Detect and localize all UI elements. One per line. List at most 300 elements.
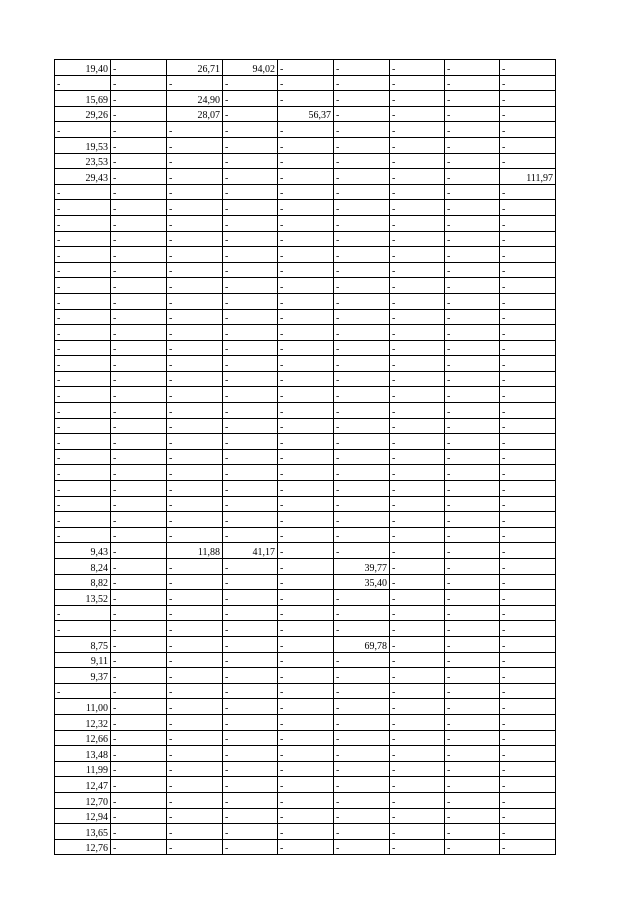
table-cell: 12,32 <box>55 714 111 730</box>
table-cell: - <box>223 293 278 309</box>
table-cell: - <box>278 91 334 107</box>
table-cell: - <box>500 730 556 746</box>
table-cell: - <box>334 730 390 746</box>
table-cell: - <box>500 527 556 543</box>
table-cell: - <box>111 652 167 668</box>
table-cell: - <box>223 792 278 808</box>
table-cell: - <box>500 215 556 231</box>
table-cell: - <box>278 418 334 434</box>
table-cell: - <box>445 668 500 684</box>
table-cell: - <box>500 792 556 808</box>
table-cell: - <box>278 434 334 450</box>
table-cell: - <box>445 153 500 169</box>
table-cell: 13,65 <box>55 824 111 840</box>
table-cell: - <box>278 200 334 216</box>
table-row <box>55 699 556 715</box>
table-cell: - <box>278 293 334 309</box>
table-cell: - <box>334 590 390 606</box>
table-cell: - <box>223 527 278 543</box>
table-cell: - <box>111 668 167 684</box>
table-cell: - <box>500 434 556 450</box>
table-cell: - <box>334 340 390 356</box>
table-cell: - <box>167 496 223 512</box>
table-cell: - <box>390 169 445 185</box>
table-cell: - <box>278 824 334 840</box>
table-cell: - <box>390 808 445 824</box>
table-cell: - <box>111 730 167 746</box>
table-cell: - <box>500 137 556 153</box>
table-row <box>55 184 556 200</box>
table-cell: - <box>278 808 334 824</box>
table-cell: - <box>334 527 390 543</box>
table-cell: - <box>55 605 111 621</box>
table-cell: - <box>445 605 500 621</box>
table-cell: - <box>111 605 167 621</box>
table-row <box>55 325 556 341</box>
table-cell: - <box>167 247 223 263</box>
table-cell: - <box>223 496 278 512</box>
table-cell: - <box>390 200 445 216</box>
table-cell: - <box>445 496 500 512</box>
table-cell: - <box>445 543 500 559</box>
table-cell: - <box>500 714 556 730</box>
table-row <box>55 714 556 730</box>
table-cell: - <box>390 839 445 855</box>
table-cell: - <box>167 262 223 278</box>
table-cell: - <box>334 293 390 309</box>
table-cell: - <box>390 293 445 309</box>
table-cell: - <box>111 325 167 341</box>
data-table <box>54 59 556 855</box>
table-cell: - <box>223 340 278 356</box>
table-cell: - <box>167 761 223 777</box>
table-cell: - <box>334 496 390 512</box>
table-cell: - <box>167 403 223 419</box>
table-cell: - <box>278 574 334 590</box>
table-cell: - <box>278 169 334 185</box>
table-cell: - <box>167 699 223 715</box>
table-cell: - <box>55 293 111 309</box>
table-cell: - <box>223 730 278 746</box>
table-body <box>55 60 556 855</box>
table-cell: - <box>334 668 390 684</box>
table-cell: 35,40 <box>334 574 390 590</box>
table-row <box>55 730 556 746</box>
table-cell: - <box>278 746 334 762</box>
table-cell: - <box>334 262 390 278</box>
table-cell: - <box>445 449 500 465</box>
table-cell: - <box>167 730 223 746</box>
table-cell: - <box>334 839 390 855</box>
table-cell: - <box>500 621 556 637</box>
table-cell: - <box>390 449 445 465</box>
table-cell: - <box>334 325 390 341</box>
table-cell: - <box>334 652 390 668</box>
table-cell: - <box>223 683 278 699</box>
table-cell: - <box>390 668 445 684</box>
table-cell: - <box>500 746 556 762</box>
table-row <box>55 60 556 76</box>
table-cell: - <box>111 231 167 247</box>
table-cell: - <box>390 761 445 777</box>
table-cell: 41,17 <box>223 543 278 559</box>
table-cell: - <box>278 153 334 169</box>
table-cell: - <box>390 824 445 840</box>
table-cell: - <box>334 714 390 730</box>
table-cell: - <box>111 371 167 387</box>
table-cell: - <box>278 403 334 419</box>
table-cell: - <box>500 699 556 715</box>
table-cell: - <box>445 75 500 91</box>
table-cell: - <box>278 60 334 76</box>
table-cell: - <box>334 387 390 403</box>
table-cell: - <box>500 325 556 341</box>
table-cell: - <box>167 340 223 356</box>
table-cell: - <box>500 449 556 465</box>
table-cell: - <box>334 418 390 434</box>
table-cell: - <box>500 387 556 403</box>
table-cell: - <box>111 808 167 824</box>
table-cell: - <box>111 465 167 481</box>
table-cell: - <box>334 215 390 231</box>
table-cell: - <box>223 153 278 169</box>
table-cell: - <box>223 605 278 621</box>
table-cell: - <box>445 792 500 808</box>
table-cell: - <box>167 200 223 216</box>
table-cell: - <box>167 231 223 247</box>
table-cell: - <box>278 309 334 325</box>
table-cell: - <box>111 449 167 465</box>
table-cell: - <box>500 278 556 294</box>
table-cell: - <box>390 543 445 559</box>
table-cell: - <box>55 231 111 247</box>
table-cell: - <box>223 636 278 652</box>
table-cell: - <box>167 278 223 294</box>
table-cell: - <box>167 465 223 481</box>
table-cell: - <box>390 356 445 372</box>
table-cell: - <box>334 371 390 387</box>
table-cell: - <box>445 824 500 840</box>
table-row <box>55 792 556 808</box>
table-cell: - <box>500 574 556 590</box>
table-cell: - <box>500 761 556 777</box>
table-cell: - <box>445 356 500 372</box>
table-cell: - <box>111 356 167 372</box>
table-cell: - <box>445 699 500 715</box>
table-cell: - <box>223 122 278 138</box>
table-cell: 11,88 <box>167 543 223 559</box>
table-cell: 8,82 <box>55 574 111 590</box>
table-row <box>55 465 556 481</box>
table-row <box>55 91 556 107</box>
table-cell: - <box>390 465 445 481</box>
table-cell: - <box>167 512 223 528</box>
table-cell: - <box>55 418 111 434</box>
table-cell: - <box>167 746 223 762</box>
table-cell: - <box>334 153 390 169</box>
table-cell: - <box>278 714 334 730</box>
table-cell: - <box>390 387 445 403</box>
table-cell: - <box>55 512 111 528</box>
table-cell: - <box>167 481 223 497</box>
table-cell: - <box>223 746 278 762</box>
table-cell: - <box>167 309 223 325</box>
table-cell: - <box>55 340 111 356</box>
table-cell: - <box>390 106 445 122</box>
table-cell: - <box>167 215 223 231</box>
table-cell: - <box>445 309 500 325</box>
table-row <box>55 636 556 652</box>
table-cell: - <box>55 387 111 403</box>
table-cell: - <box>390 137 445 153</box>
table-cell: 12,94 <box>55 808 111 824</box>
table-cell: - <box>390 60 445 76</box>
table-row <box>55 340 556 356</box>
table-cell: - <box>111 122 167 138</box>
table-cell: - <box>223 325 278 341</box>
table-cell: - <box>278 543 334 559</box>
table-cell: - <box>500 512 556 528</box>
table-cell: - <box>167 605 223 621</box>
table-cell: - <box>111 262 167 278</box>
table-cell: - <box>500 605 556 621</box>
table-cell: - <box>111 418 167 434</box>
table-cell: - <box>223 169 278 185</box>
table-cell: - <box>278 839 334 855</box>
table-row <box>55 293 556 309</box>
table-cell: - <box>334 481 390 497</box>
table-cell: - <box>278 184 334 200</box>
table-cell: - <box>334 403 390 419</box>
table-cell: - <box>445 636 500 652</box>
table-cell: 29,43 <box>55 169 111 185</box>
table-cell: - <box>167 792 223 808</box>
table-cell: - <box>111 60 167 76</box>
table-cell: - <box>278 636 334 652</box>
table-cell: - <box>445 60 500 76</box>
table-cell: - <box>223 668 278 684</box>
table-row <box>55 418 556 434</box>
table-cell: - <box>167 574 223 590</box>
table-cell: - <box>111 169 167 185</box>
table-cell: - <box>167 824 223 840</box>
table-cell: - <box>111 106 167 122</box>
table-cell: - <box>390 75 445 91</box>
table-cell: - <box>223 106 278 122</box>
table-cell: - <box>111 761 167 777</box>
table-cell: - <box>55 449 111 465</box>
table-cell: - <box>167 387 223 403</box>
table-cell: 23,53 <box>55 153 111 169</box>
table-cell: - <box>334 309 390 325</box>
table-cell: - <box>111 153 167 169</box>
table-cell: - <box>390 231 445 247</box>
table-cell: - <box>111 527 167 543</box>
table-cell: - <box>500 75 556 91</box>
table-row <box>55 153 556 169</box>
table-cell: - <box>167 652 223 668</box>
table-cell: - <box>111 309 167 325</box>
table-row <box>55 746 556 762</box>
table-cell: - <box>500 559 556 575</box>
table-row <box>55 761 556 777</box>
table-cell: - <box>111 824 167 840</box>
table-cell: - <box>334 122 390 138</box>
table-cell: - <box>500 590 556 606</box>
table-row <box>55 512 556 528</box>
table-cell: - <box>55 122 111 138</box>
table-cell: - <box>445 122 500 138</box>
table-row <box>55 496 556 512</box>
table-cell: - <box>111 496 167 512</box>
table-cell: - <box>278 761 334 777</box>
table-cell: - <box>223 434 278 450</box>
table-cell: - <box>278 527 334 543</box>
table-cell: - <box>111 184 167 200</box>
table-cell: - <box>445 340 500 356</box>
table-cell: - <box>111 247 167 263</box>
table-cell: - <box>223 231 278 247</box>
table-cell: - <box>445 512 500 528</box>
table-cell: - <box>334 512 390 528</box>
table-row <box>55 777 556 793</box>
table-cell: - <box>278 699 334 715</box>
table-cell: - <box>390 309 445 325</box>
table-cell: - <box>390 683 445 699</box>
table-row <box>55 574 556 590</box>
table-cell: - <box>500 153 556 169</box>
table-cell: - <box>500 683 556 699</box>
table-cell: 12,66 <box>55 730 111 746</box>
table-cell: - <box>334 278 390 294</box>
table-cell: - <box>500 371 556 387</box>
table-row <box>55 824 556 840</box>
table-cell: - <box>334 808 390 824</box>
table-cell: - <box>445 387 500 403</box>
table-row <box>55 137 556 153</box>
table-cell: - <box>445 590 500 606</box>
table-row <box>55 262 556 278</box>
table-cell: - <box>390 636 445 652</box>
table-cell: - <box>167 621 223 637</box>
table-cell: - <box>445 91 500 107</box>
table-cell: - <box>445 293 500 309</box>
table-cell: - <box>223 91 278 107</box>
table-cell: - <box>334 683 390 699</box>
table-cell: - <box>167 636 223 652</box>
table-cell: - <box>390 714 445 730</box>
table-cell: - <box>223 652 278 668</box>
table-cell: - <box>390 122 445 138</box>
table-cell: - <box>167 839 223 855</box>
table-cell: - <box>55 325 111 341</box>
table-row <box>55 543 556 559</box>
table-row <box>55 371 556 387</box>
table-cell: - <box>111 91 167 107</box>
table-cell: - <box>390 247 445 263</box>
table-cell: - <box>111 387 167 403</box>
table-cell: - <box>390 792 445 808</box>
table-cell: - <box>278 683 334 699</box>
table-row <box>55 247 556 263</box>
table-cell: 56,37 <box>278 106 334 122</box>
table-cell: - <box>445 527 500 543</box>
table-cell: - <box>55 465 111 481</box>
table-row <box>55 387 556 403</box>
table-cell: - <box>500 122 556 138</box>
table-cell: 9,11 <box>55 652 111 668</box>
table-cell: - <box>278 668 334 684</box>
table-cell: - <box>390 184 445 200</box>
table-cell: - <box>167 325 223 341</box>
table-cell: - <box>390 418 445 434</box>
table-cell: - <box>445 574 500 590</box>
table-cell: - <box>390 559 445 575</box>
table-cell: - <box>167 683 223 699</box>
table-cell: - <box>445 714 500 730</box>
table-cell: - <box>55 621 111 637</box>
table-cell: - <box>111 714 167 730</box>
table-cell: - <box>278 325 334 341</box>
table-cell: - <box>111 699 167 715</box>
table-cell: - <box>445 761 500 777</box>
table-row <box>55 652 556 668</box>
table-cell: - <box>445 777 500 793</box>
table-cell: - <box>390 340 445 356</box>
table-cell: - <box>390 527 445 543</box>
table-cell: 11,99 <box>55 761 111 777</box>
table-cell: - <box>334 792 390 808</box>
table-cell: - <box>55 434 111 450</box>
table-cell: - <box>223 215 278 231</box>
table-cell: - <box>500 293 556 309</box>
table-cell: - <box>278 387 334 403</box>
table-cell: 11,00 <box>55 699 111 715</box>
table-cell: - <box>223 403 278 419</box>
table-cell: - <box>223 465 278 481</box>
table-row <box>55 559 556 575</box>
table-cell: - <box>445 839 500 855</box>
table-cell: - <box>111 543 167 559</box>
table-row <box>55 590 556 606</box>
table-cell: - <box>334 91 390 107</box>
table-cell: - <box>55 496 111 512</box>
table-cell: - <box>55 683 111 699</box>
table-cell: - <box>278 481 334 497</box>
table-cell: - <box>278 247 334 263</box>
table-cell: - <box>111 293 167 309</box>
table-cell: - <box>445 481 500 497</box>
table-cell: - <box>500 356 556 372</box>
table-cell: - <box>111 683 167 699</box>
table-cell: - <box>167 808 223 824</box>
table-cell: - <box>278 122 334 138</box>
table-cell: - <box>111 434 167 450</box>
table-cell: - <box>223 808 278 824</box>
table-cell: - <box>334 106 390 122</box>
table-cell: 94,02 <box>223 60 278 76</box>
table-row <box>55 231 556 247</box>
table-cell: - <box>278 262 334 278</box>
table-row <box>55 839 556 855</box>
table-cell: - <box>445 418 500 434</box>
table-cell: - <box>500 200 556 216</box>
table-cell: - <box>500 636 556 652</box>
table-cell: - <box>167 153 223 169</box>
table-cell: - <box>55 247 111 263</box>
table-cell: - <box>167 184 223 200</box>
table-cell: - <box>445 465 500 481</box>
